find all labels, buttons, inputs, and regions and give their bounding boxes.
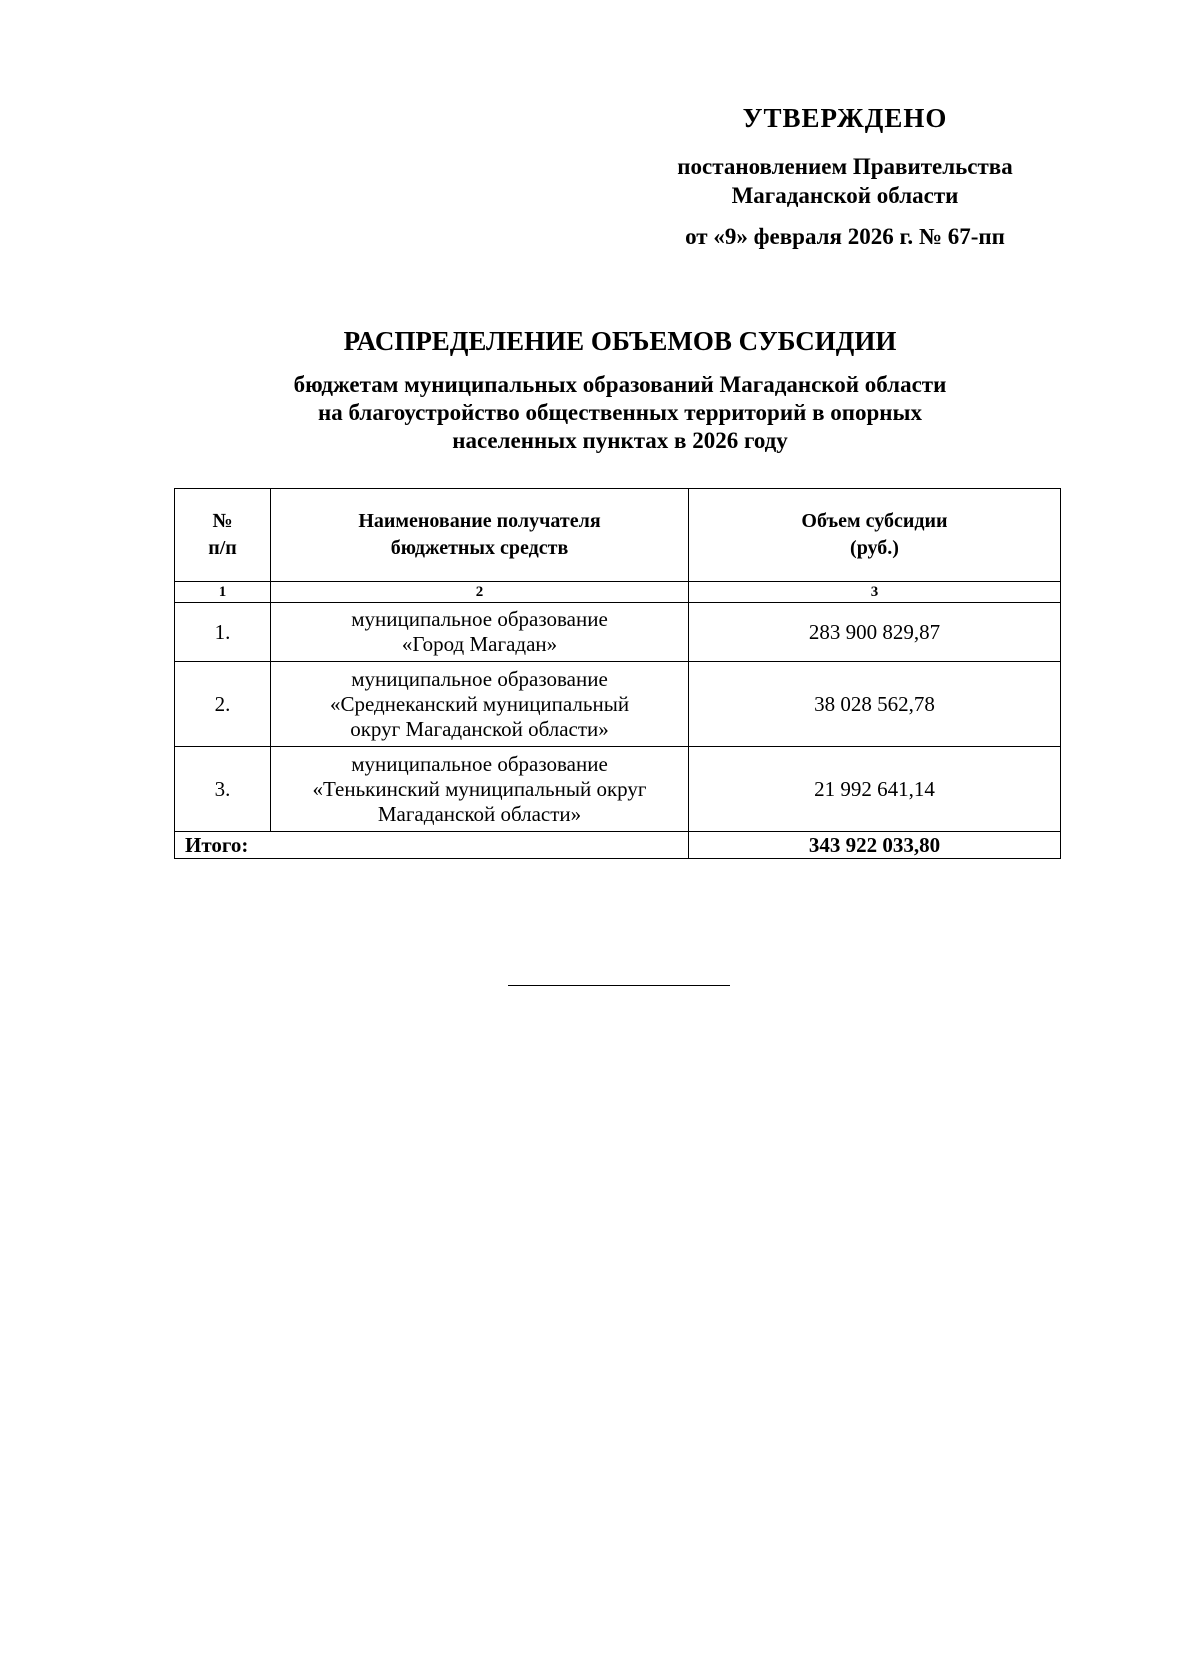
decree-line: постановлением Правительства — [677, 154, 1013, 179]
recipient-line: «Среднеканский муниципальный — [329, 691, 630, 716]
recipient-name — [271, 603, 689, 662]
subtitle-line: на благоустройство общественных территорий в опорных — [317, 400, 923, 425]
recipient-line: муниципальное образование — [351, 751, 608, 776]
subtitle-line: бюджетам муниципальных образований Магаданской области — [293, 372, 947, 397]
header-number — [175, 489, 271, 582]
recipient-line: округ Магаданской области» — [350, 716, 609, 741]
recipient-line: «Тенькинский муниципальный округ — [312, 776, 647, 801]
document-title: РАСПРЕДЕЛЕНИЕ ОБЪЕМОВ СУБСИДИИ — [343, 326, 897, 356]
header-amount — [689, 489, 1061, 582]
subsidy-amount: 21 992 641,14 — [689, 747, 1061, 832]
total-amount: 343 922 033,80 — [689, 832, 1061, 859]
table-row — [175, 603, 1061, 662]
subtitle-line: населенных пунктах в 2026 году — [452, 428, 788, 453]
recipient-line: муниципальное образование — [351, 607, 608, 631]
header-text: п/п — [208, 537, 237, 559]
header-text: (руб.) — [850, 537, 899, 559]
recipient-line: Магаданской области» — [377, 801, 582, 826]
subsidy-table — [174, 488, 1061, 859]
decree-reference — [600, 152, 1090, 210]
column-number: 1 — [175, 582, 271, 603]
header-recipient — [271, 489, 689, 582]
table-row — [175, 747, 1061, 832]
approval-block — [600, 100, 1090, 251]
row-number: 3. — [175, 747, 271, 832]
row-number: 1. — [175, 603, 271, 662]
recipient-line: муниципальное образование — [351, 666, 608, 691]
recipient-name — [271, 747, 689, 832]
end-divider — [508, 985, 730, 986]
approved-heading: УТВЕРЖДЕНО — [742, 103, 948, 133]
column-number-row — [175, 582, 1061, 603]
decree-date: от «9» февраля 2026 г. № 67-пп — [685, 224, 1005, 249]
total-row — [175, 832, 1061, 859]
column-number: 2 — [271, 582, 689, 603]
document-subtitle — [180, 371, 1060, 455]
recipient-line: «Город Магадан» — [401, 632, 558, 656]
total-label: Итого: — [175, 832, 689, 859]
header-text: Объем субсидии — [801, 510, 948, 532]
header-text: бюджетных средств — [390, 537, 569, 559]
subsidy-amount: 283 900 829,87 — [689, 603, 1061, 662]
subsidy-amount: 38 028 562,78 — [689, 662, 1061, 747]
header-text: № — [212, 510, 233, 532]
row-number: 2. — [175, 662, 271, 747]
table-row — [175, 662, 1061, 747]
decree-line: Магаданской области — [731, 183, 959, 208]
column-number: 3 — [689, 582, 1061, 603]
recipient-name — [271, 662, 689, 747]
table-header-row — [175, 489, 1061, 582]
header-text: Наименование получателя — [358, 510, 601, 532]
